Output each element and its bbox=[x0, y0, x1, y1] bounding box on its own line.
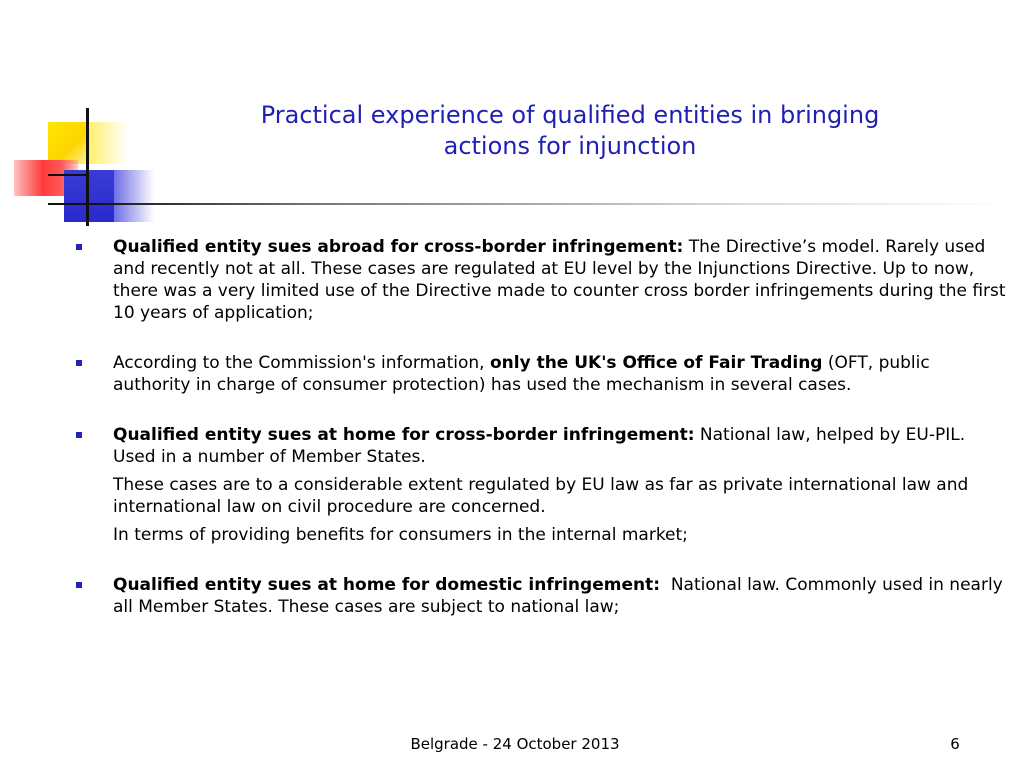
bullet-text: (OFT, public authority in charge of consumer protection) has used the mechanism in several cases. bbox=[113, 353, 930, 395]
bullet-heading: Qualified entity sues at home for cross-border infringement: bbox=[113, 425, 695, 445]
bullet-text: The Directive’s model. Rarely used and recently not at all. These cases are regulated at EU level by the Injunctions Directive. Up to now, there was a very limited use of the Directive made to counter cross border infringements during the first 10 years of application; bbox=[113, 237, 1006, 323]
square-bullet-icon bbox=[76, 360, 82, 366]
vertical-line bbox=[86, 108, 89, 226]
square-bullet-icon bbox=[76, 582, 82, 588]
bullet-item bbox=[76, 424, 1006, 468]
title-divider bbox=[88, 203, 1008, 205]
square-bullet-icon bbox=[76, 244, 82, 250]
title-line: actions for injunction bbox=[443, 132, 697, 160]
yellow-gradient bbox=[88, 122, 128, 164]
horizontal-line bbox=[48, 203, 92, 205]
blue-gradient bbox=[114, 170, 154, 222]
sub-paragraph: These cases are to a considerable extent regulated by EU law as far as private international law and international law on civil procedure are concerned. bbox=[113, 475, 969, 517]
yellow-square bbox=[48, 122, 88, 164]
bullet-text: National law, helped by EU-PIL. Used in a number of Member States. bbox=[113, 425, 966, 467]
bullet-item bbox=[76, 352, 1006, 396]
sub-paragraph: In terms of providing benefits for consumers in the internal market; bbox=[113, 525, 688, 545]
square-bullet-icon bbox=[76, 432, 82, 438]
slide-title bbox=[240, 100, 900, 162]
bullet-emphasis: only the UK's Office of Fair Trading bbox=[489, 353, 823, 373]
footer-date: Belgrade - 24 October 2013 bbox=[410, 735, 620, 753]
bullet-heading: Qualified entity sues abroad for cross-border infringement: bbox=[113, 237, 684, 257]
bullet-item bbox=[76, 236, 1006, 324]
bullet-heading: Qualified entity sues at home for domestic infringement: bbox=[113, 575, 661, 595]
horizontal-line bbox=[48, 174, 88, 176]
title-line: Practical experience of qualified entities in bringing bbox=[260, 101, 880, 129]
bullet-text: National law. Commonly used in nearly all Member States. These cases are subject to national law; bbox=[113, 575, 1009, 617]
bullet-text: According to the Commission's information, bbox=[113, 353, 490, 373]
page-number: 6 bbox=[950, 735, 960, 753]
bullet-item bbox=[76, 574, 1009, 618]
slide-body bbox=[76, 236, 1009, 618]
blue-square bbox=[64, 170, 114, 222]
